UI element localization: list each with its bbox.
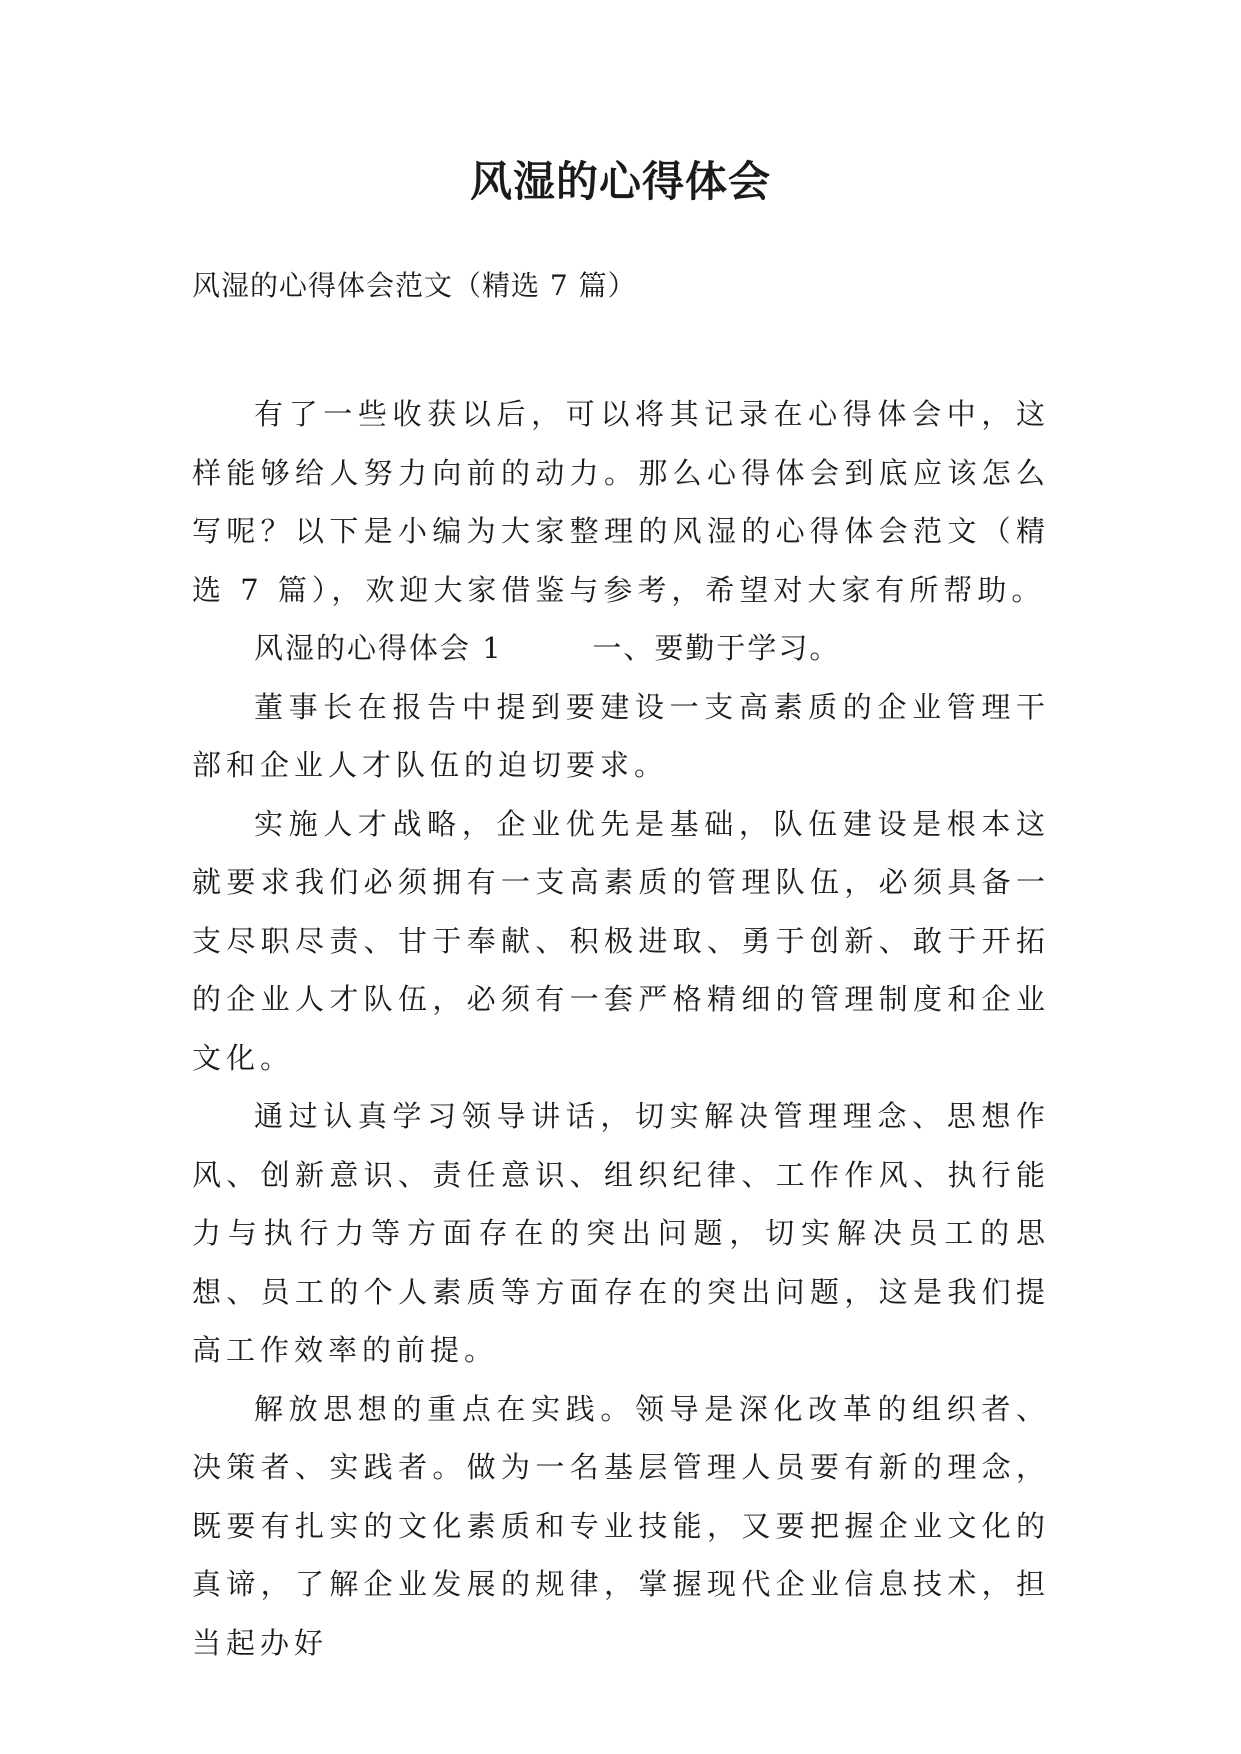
- paragraph-intro: 有了一些收获以后，可以将其记录在心得体会中，这样能够给人努力向前的动力。那么心得体会到底应该怎么写呢？以下是小编为大家整理的风湿的心得体会范文（精选 7 篇），欢迎大家借鉴与参考，希望对大家有所帮助。: [192, 397, 1050, 607]
- document-body: [192, 266, 1050, 1672]
- paragraph: 实施人才战略，企业优先是基础，队伍建设是根本这就要求我们必须拥有一支高素质的管理队伍，必须具备一支尽职尽责、甘于奉献、积极进取、勇于创新、敢于开拓的企业人才队伍，必须有一套严格精细的管理制度和企业文化。: [192, 806, 1050, 1075]
- paragraph: 董事长在报告中提到要建设一支高素质的企业管理干部和企业人才队伍的迫切要求。: [192, 689, 1050, 782]
- document-subtitle: 风湿的心得体会范文（精选 7 篇）: [192, 269, 637, 302]
- paragraph: 解放思想的重点在实践。领导是深化改革的组织者、决策者、实践者。做为一名基层管理人员要有新的理念，既要有扎实的文化素质和专业技能，又要把握企业文化的真谛，了解企业发展的规律，掌握现代企业信息技术，担当起办好: [192, 1391, 1050, 1660]
- paragraph: 通过认真学习领导讲话，切实解决管理理念、思想作风、创新意识、责任意识、组织纪律、工作作风、执行能力与执行力等方面存在的突出问题，切实解决员工的思想、员工的个人素质等方面存在的突出问题，这是我们提高工作效率的前提。: [192, 1099, 1050, 1367]
- section-heading: 风湿的心得体会 1 一、要勤于学习。: [254, 631, 841, 665]
- document-title: 风湿的心得体会: [469, 157, 771, 206]
